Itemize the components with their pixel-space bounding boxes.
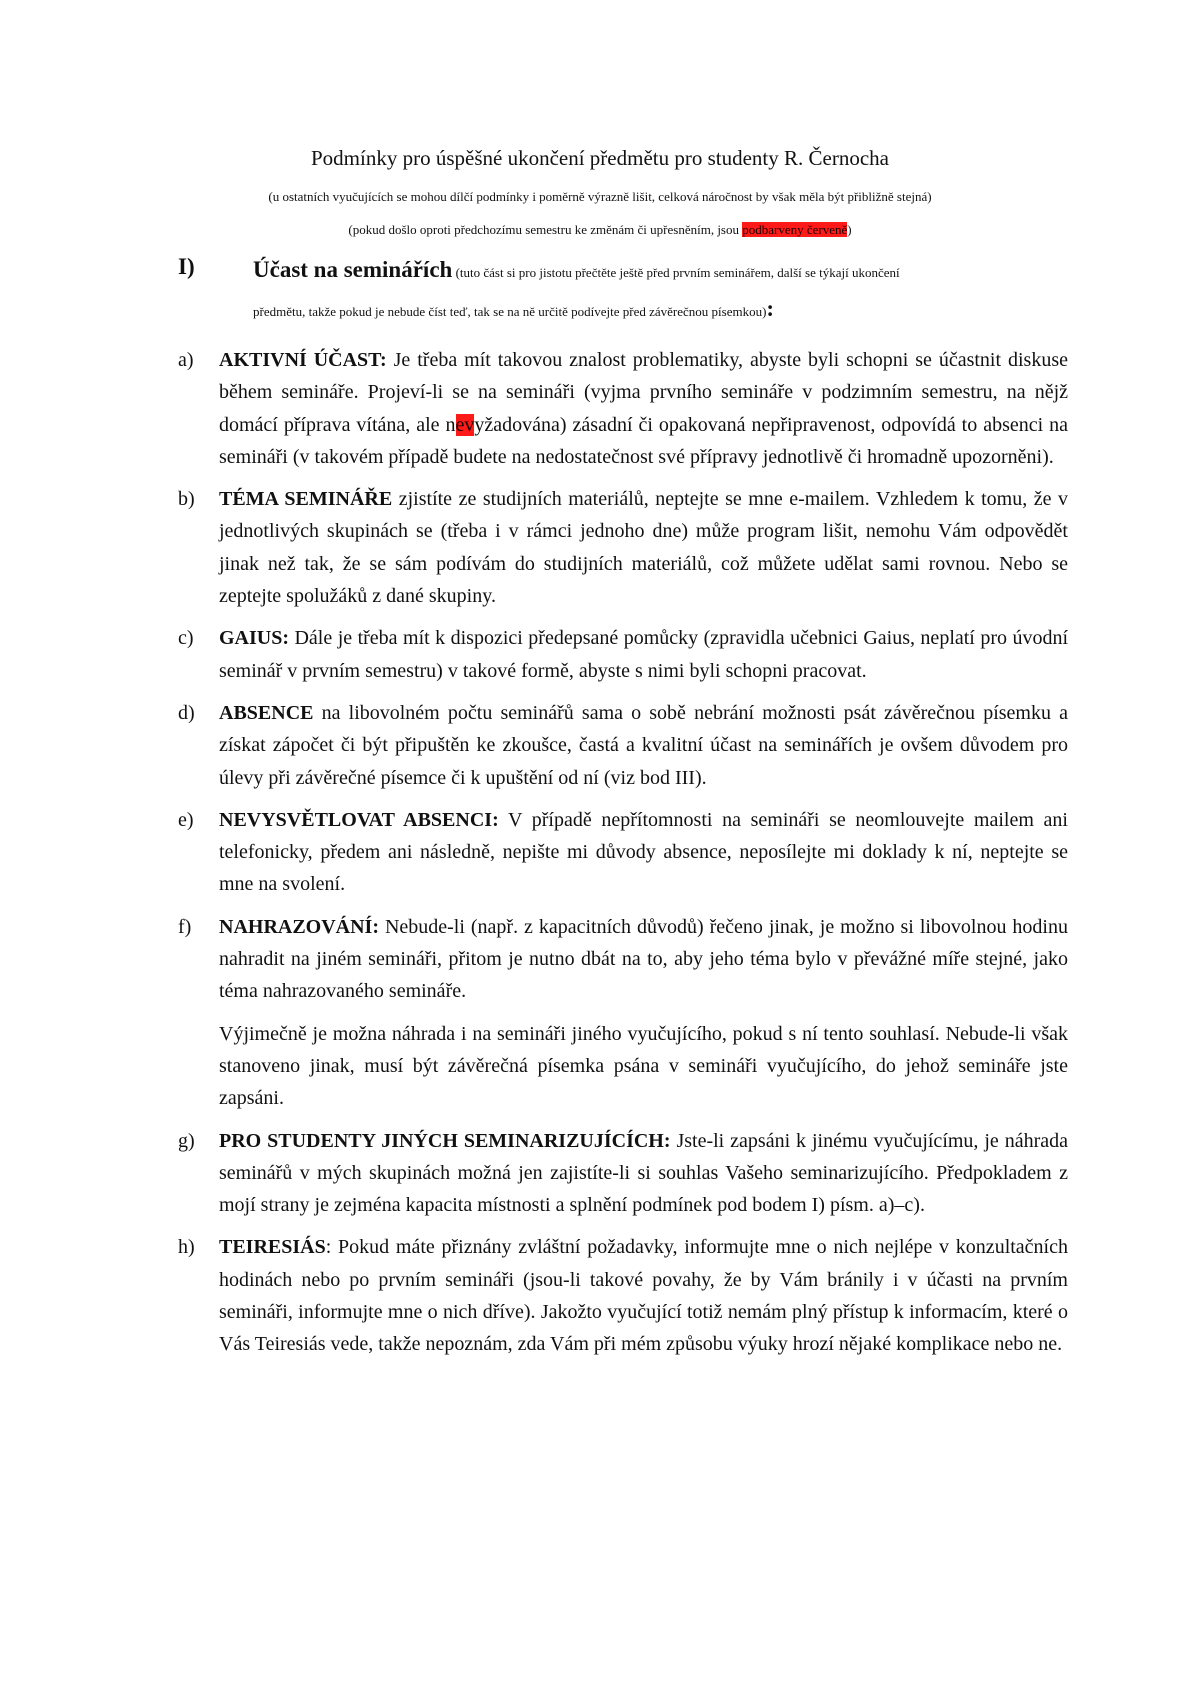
item-letter: f) (178, 915, 192, 938)
item-letter: c) (178, 627, 194, 650)
item-body: Dále je třeba mít k dispozici předepsané pomůcky (zpravidla učebnici Gaius, neplatí pro úvodní seminář v prvním semestru) v takové formě, abyste s nimi byli schopni pracovat. (219, 627, 1068, 682)
item-text (219, 697, 1068, 794)
list-item (178, 804, 1068, 901)
list-item (178, 697, 1068, 794)
item-letter: e) (178, 808, 194, 831)
list-item (178, 483, 1068, 612)
item-text (219, 344, 1068, 473)
list-item (178, 911, 1068, 1115)
item-body: Jste-li zapsáni k jinému vyučujícímu, je náhrada seminářů v mých skupinách možná jen zajistíte-li si souhlas Vašeho seminarizujícího. Předpokladem z mojí strany je zejména kapacita místnosti a splnění podmínek pod bodem I) písm. a)–c). (219, 1129, 1069, 1217)
item-highlight: ev (455, 413, 475, 436)
item-text (219, 804, 1068, 901)
section-number: I) (178, 254, 195, 279)
list-item (178, 1125, 1068, 1222)
item-letter: h) (178, 1236, 195, 1259)
list-item (178, 622, 1068, 687)
item-body: Nebude-li (např. z kapacitních důvodů) řečeno jinak, je možno si libovolnou hodinu nahradit na jiném semináři, přitom je nutno dbát na to, aby jeho téma bylo v převážné míře stejné, jako téma nahrazovaného semináře. (219, 915, 1068, 1003)
section-colon: : (766, 296, 775, 321)
list-item (178, 344, 1068, 473)
item-label: AKTIVNÍ ÚČAST: (219, 349, 387, 371)
section-title: Účast na seminářích (253, 257, 453, 282)
item-text (219, 1125, 1068, 1222)
item-label: GAIUS: (219, 627, 290, 650)
item-body: yžadována) zásadní či opakovaná nepřipravenost, odpovídá to absenci na semináři (v takovém případě budete na nedostatečnost své přípravy jednotlivě či hromadně upozorněni). (219, 413, 1068, 468)
section-subtitle-line1: (tuto část si pro jistotu přečtěte ještě před prvním seminářem, další se týkají ukončení (452, 265, 900, 280)
note-changes-highlight: podbarveny červeně (742, 222, 848, 237)
rules-list (178, 344, 1068, 1371)
note-other-teachers: (u ostatních vyučujících se mohou dílčí podmínky i poměrně výrazně lišit, celková náročnost by však měla být přibližně stejná) (268, 189, 932, 204)
section-heading-line2 (253, 296, 1073, 322)
item-body: V případě nepřítomnosti na semináři se neomlouvejte mailem ani telefonicky, předem ani následně, nepište mi důvody absence, neposílejte mi doklady k ní, neptejte se mne na svolení. (219, 808, 1068, 896)
item-text-continued: Výjimečně je možna náhrada i na semináři jiného vyučujícího, pokud s ní tento souhlasí. Nebude-li však stanoveno jinak, musí být závěrečná písemka psána v semináři vyučujícího, do jehož semináře jste zapsáni. (219, 1022, 1068, 1110)
section-heading-line1 (253, 257, 1073, 283)
item-body: : Pokud máte přiznány zvláštní požadavky, informujte mne o nich nejlépe v konzultačních hodinách nebo po prvním semináři (jsou-li takové povahy, že by Vám bránily i v účasti na prvním semináři, informujte mne o nich dříve). Jakožto vyučující totiž nemám plný přístup k informacím, které o Vás Teiresiás vede, takže nepoznám, zda Vám při mém způsobu výuky hrozí nějaké komplikace nebo ne. (219, 1236, 1068, 1356)
item-text (219, 622, 1068, 687)
note-changes-after: ) (847, 222, 852, 237)
list-item (178, 1231, 1068, 1360)
item-label: NEVYSVĚTLOVAT ABSENCI: (219, 808, 499, 831)
item-letter: a) (178, 349, 194, 371)
item-body: Je třeba mít takovou znalost problematiky, abyste byli schopni se účastnit diskuse během semináře. Projeví-li se na semináři (vyjma prvního semináře v podzimním semestru, na nějž domácí příprava vítána, ale n (219, 349, 1068, 436)
note-changes-before: (pokud došlo oproti předchozímu semestru ke změnám či upřesněním, jsou (348, 222, 743, 237)
item-letter: b) (178, 488, 195, 511)
item-body: na libovolném počtu seminářů sama o sobě nebrání možnosti psát závěrečnou písemku a získat zápočet či být připuštěn ke zkoušce, častá a kvalitní účast na seminářích je ovšem důvodem pro úlevy při závěrečné písemce či k upuštění od ní (viz bod III). (219, 701, 1068, 789)
item-text (219, 911, 1068, 1008)
item-label: ABSENCE (219, 701, 314, 724)
item-label: TEIRESIÁS (219, 1236, 326, 1259)
item-body: zjistíte ze studijních materiálů, neptejte se mne e-mailem. Vzhledem k tomu, že v jednotlivých skupinách se (třeba i v rámci jednoho dne) může program lišit, nemohu Vám odpovědět jinak než tak, že se sám podívám do studijních materiálů, což můžete udělat sami rovnou. Nebo se zeptejte spolužáků z dané skupiny. (219, 488, 1068, 608)
item-label: TÉMA SEMINÁŘE (219, 488, 393, 511)
item-label: NAHRAZOVÁNÍ: (219, 915, 379, 938)
item-text (219, 483, 1068, 612)
page-title: Podmínky pro úspěšné ukončení předmětu pro studenty R. Černocha (311, 146, 889, 170)
item-letter: g) (178, 1129, 195, 1152)
item-label: PRO STUDENTY JINÝCH SEMINARIZUJÍCÍCH: (219, 1129, 671, 1152)
item-text (219, 1231, 1068, 1360)
section-subtitle-line2: předmětu, takže pokud je nebude číst teď, tak se na ně určitě podívejte před závěrečnou písemkou) (253, 304, 767, 319)
item-letter: d) (178, 701, 195, 724)
note-changes-highlighted (0, 221, 1200, 239)
